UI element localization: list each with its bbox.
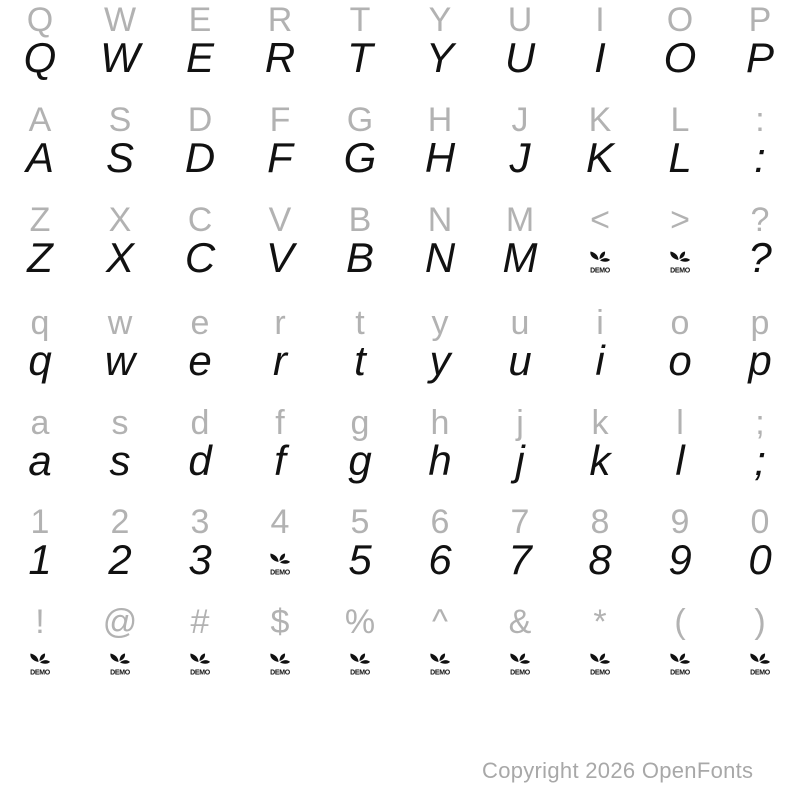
reference-glyph: 0 (750, 503, 770, 541)
reference-glyph: H (427, 101, 453, 139)
specimen-glyph: j (515, 437, 525, 484)
demo-placeholder-glyph (240, 536, 320, 602)
specimen-glyph: I (594, 34, 606, 81)
reference-glyph: h (430, 404, 450, 442)
specimen-glyph: ; (754, 437, 766, 484)
reference-glyph: t (355, 304, 365, 342)
demo-fleuron-icon (347, 649, 373, 676)
reference-glyph: B (348, 201, 372, 239)
specimen-row (0, 636, 800, 702)
glyph-row-pair-3 (0, 200, 800, 300)
demo-placeholder-glyph (560, 234, 640, 300)
specimen-glyph: 0 (748, 536, 772, 583)
reference-glyph: u (510, 304, 530, 342)
specimen-glyph: Q (23, 34, 57, 81)
glyph-row-pair-7 (0, 602, 800, 702)
demo-fleuron-icon (587, 649, 613, 676)
demo-label: DEMO (270, 569, 290, 576)
reference-glyph: U (507, 1, 533, 39)
demo-label: DEMO (670, 669, 690, 676)
specimen-glyph: Y (425, 34, 454, 81)
demo-placeholder-glyph (400, 636, 480, 702)
specimen-glyph: d (188, 437, 212, 484)
reference-glyph: s (111, 404, 129, 442)
reference-glyph: L (670, 101, 690, 139)
specimen-glyph: F (267, 134, 293, 181)
reference-glyph: V (268, 201, 292, 239)
demo-placeholder-glyph (560, 636, 640, 702)
reference-glyph: q (30, 304, 50, 342)
reference-glyph: % (344, 603, 376, 641)
specimen-glyph: C (184, 234, 216, 281)
reference-glyph: N (427, 201, 453, 239)
specimen-glyph: f (274, 437, 286, 484)
reference-glyph: * (593, 603, 607, 641)
specimen-glyph: k (589, 437, 611, 484)
reference-glyph: 2 (110, 503, 130, 541)
reference-glyph: Y (428, 1, 452, 39)
demo-fleuron-icon (27, 649, 53, 676)
demo-label: DEMO (750, 669, 770, 676)
reference-glyph: # (190, 603, 210, 641)
glyph-row-pair-1 (0, 0, 800, 100)
reference-glyph: C (187, 201, 213, 239)
reference-glyph: d (190, 404, 210, 442)
reference-glyph: p (750, 304, 770, 342)
specimen-glyph: p (748, 337, 772, 384)
demo-label: DEMO (30, 669, 50, 676)
reference-glyph: 4 (270, 503, 290, 541)
glyph-row-pair-5 (0, 403, 800, 503)
reference-glyph: @ (102, 603, 138, 641)
specimen-glyph: s (109, 437, 131, 484)
reference-glyph: S (108, 101, 132, 139)
specimen-glyph: R (264, 34, 296, 81)
reference-glyph: D (187, 101, 213, 139)
specimen-glyph: U (504, 34, 536, 81)
reference-glyph: A (28, 101, 52, 139)
specimen-glyph: L (668, 134, 692, 181)
specimen-glyph: D (184, 134, 216, 181)
specimen-glyph: g (348, 437, 372, 484)
specimen-glyph: ? (748, 234, 772, 281)
specimen-glyph: o (668, 337, 692, 384)
reference-glyph: < (590, 201, 610, 239)
reference-glyph: E (188, 1, 212, 39)
specimen-row (0, 234, 800, 300)
glyph-row-pair-2 (0, 100, 800, 200)
demo-placeholder-glyph (320, 636, 400, 702)
specimen-row (0, 134, 800, 200)
reference-glyph: ) (754, 603, 766, 641)
specimen-glyph: V (265, 234, 294, 281)
demo-fleuron-icon (667, 247, 693, 274)
reference-glyph: P (748, 1, 772, 39)
reference-glyph: g (350, 404, 370, 442)
reference-glyph: 3 (190, 503, 210, 541)
reference-glyph: j (516, 404, 524, 442)
reference-glyph: F (269, 101, 291, 139)
specimen-glyph: B (345, 234, 374, 281)
reference-glyph: Q (26, 1, 54, 39)
reference-glyph: ^ (432, 603, 448, 641)
glyph-row-pair-6 (0, 502, 800, 602)
reference-glyph: $ (270, 603, 290, 641)
demo-placeholder-glyph (640, 234, 720, 300)
demo-label: DEMO (510, 669, 530, 676)
specimen-glyph: 3 (188, 536, 212, 583)
specimen-glyph: N (424, 234, 456, 281)
reference-glyph: e (190, 304, 210, 342)
specimen-glyph: M (502, 234, 538, 281)
specimen-glyph: S (105, 134, 134, 181)
specimen-glyph: 5 (348, 536, 372, 583)
demo-placeholder-glyph (160, 636, 240, 702)
specimen-glyph: : (754, 134, 766, 181)
specimen-glyph: 6 (428, 536, 452, 583)
reference-glyph: ! (35, 603, 45, 641)
demo-fleuron-icon (587, 247, 613, 274)
specimen-glyph: 2 (108, 536, 132, 583)
demo-label: DEMO (190, 669, 210, 676)
specimen-glyph: J (509, 134, 531, 181)
specimen-glyph: W (100, 34, 140, 81)
reference-glyph: k (591, 404, 609, 442)
demo-label: DEMO (350, 669, 370, 676)
specimen-glyph: E (185, 34, 214, 81)
demo-label: DEMO (270, 669, 290, 676)
specimen-glyph: q (28, 337, 52, 384)
specimen-glyph: h (428, 437, 452, 484)
demo-fleuron-icon (507, 649, 533, 676)
demo-placeholder-glyph (80, 636, 160, 702)
demo-placeholder-glyph (0, 636, 80, 702)
specimen-glyph: r (273, 337, 287, 384)
reference-glyph: K (588, 101, 612, 139)
reference-glyph: O (666, 1, 694, 39)
reference-glyph: Z (29, 201, 51, 239)
reference-glyph: ; (755, 404, 765, 442)
specimen-glyph: y (429, 337, 451, 384)
demo-label: DEMO (590, 669, 610, 676)
reference-glyph: T (349, 1, 371, 39)
demo-fleuron-icon (187, 649, 213, 676)
demo-fleuron-icon (747, 649, 773, 676)
specimen-glyph: t (354, 337, 366, 384)
demo-placeholder-glyph (240, 636, 320, 702)
specimen-glyph: O (663, 34, 697, 81)
reference-glyph: 6 (430, 503, 450, 541)
specimen-glyph: 8 (588, 536, 612, 583)
reference-glyph: & (508, 603, 532, 641)
specimen-glyph: e (188, 337, 212, 384)
reference-glyph: o (670, 304, 690, 342)
specimen-glyph: K (585, 134, 614, 181)
reference-glyph: G (346, 101, 374, 139)
reference-glyph: : (755, 101, 765, 139)
reference-glyph: i (596, 304, 604, 342)
demo-fleuron-icon (667, 649, 693, 676)
reference-glyph: l (676, 404, 684, 442)
specimen-glyph: P (745, 34, 774, 81)
reference-glyph: I (595, 1, 605, 39)
demo-label: DEMO (430, 669, 450, 676)
glyph-row-pair-4 (0, 303, 800, 403)
specimen-row (0, 437, 800, 503)
specimen-glyph: G (343, 134, 377, 181)
reference-glyph: > (670, 201, 690, 239)
specimen-glyph: 1 (28, 536, 52, 583)
reference-glyph: J (511, 101, 529, 139)
demo-fleuron-icon (267, 649, 293, 676)
reference-glyph: a (30, 404, 50, 442)
reference-glyph: ( (674, 603, 686, 641)
specimen-glyph: H (424, 134, 456, 181)
demo-label: DEMO (670, 267, 690, 274)
copyright-text: Copyright 2026 OpenFonts (482, 758, 754, 783)
demo-placeholder-glyph (640, 636, 720, 702)
specimen-glyph: T (347, 34, 373, 81)
reference-glyph: 9 (670, 503, 690, 541)
specimen-glyph: a (28, 437, 52, 484)
reference-glyph: ? (750, 201, 770, 239)
specimen-row (0, 536, 800, 602)
reference-glyph: X (108, 201, 132, 239)
specimen-glyph: Z (27, 234, 53, 281)
demo-fleuron-icon (427, 649, 453, 676)
specimen-row (0, 34, 800, 100)
reference-glyph: 1 (30, 503, 50, 541)
reference-glyph: M (505, 201, 535, 239)
specimen-glyph: w (104, 337, 136, 384)
demo-placeholder-glyph (720, 636, 800, 702)
demo-placeholder-glyph (480, 636, 560, 702)
demo-label: DEMO (110, 669, 130, 676)
demo-fleuron-icon (107, 649, 133, 676)
demo-label: DEMO (590, 267, 610, 274)
specimen-glyph: A (25, 134, 54, 181)
reference-glyph: R (267, 1, 293, 39)
specimen-glyph: 7 (508, 536, 532, 583)
specimen-glyph: u (508, 337, 532, 384)
specimen-row (0, 337, 800, 403)
reference-glyph: 5 (350, 503, 370, 541)
specimen-glyph: l (675, 437, 685, 484)
reference-glyph: W (103, 1, 137, 39)
reference-glyph: r (274, 304, 286, 342)
specimen-glyph: i (595, 337, 605, 384)
reference-glyph: 7 (510, 503, 530, 541)
specimen-glyph: X (105, 234, 134, 281)
demo-fleuron-icon (267, 549, 293, 576)
reference-glyph: 8 (590, 503, 610, 541)
reference-glyph: f (275, 404, 285, 442)
specimen-glyph: 9 (668, 536, 692, 583)
reference-glyph: y (431, 304, 449, 342)
reference-glyph: w (107, 304, 133, 342)
